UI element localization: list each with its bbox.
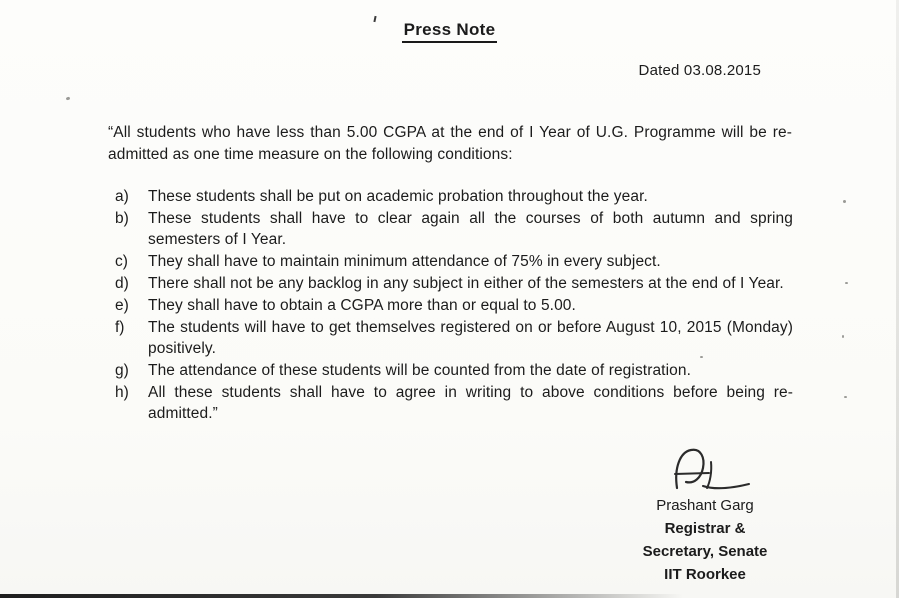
list-item-label: g) [115, 362, 129, 379]
list-item-text: All these students shall have to agree in writing to above conditions before being re-admitted.” [148, 384, 793, 422]
date-line: Dated 03.08.2015 [638, 62, 761, 79]
title-row [0, 20, 899, 43]
list-item-text: They shall have to obtain a CGPA more than or equal to 5.00. [148, 297, 576, 314]
signatory-designation-2: Secretary, Senate [642, 543, 768, 560]
list-item-label: f) [115, 319, 125, 336]
page-title: Press Note [402, 20, 498, 43]
scan-artifact [700, 356, 703, 358]
list-item-label: d) [115, 275, 129, 292]
signatory-name: Prashant Garg [656, 497, 754, 514]
signatory-organization: IIT Roorkee [664, 566, 746, 583]
list-item [115, 360, 793, 381]
scan-artifact [844, 396, 847, 398]
scan-edge-shadow [0, 594, 683, 598]
list-item-text: These students shall have to clear again all the courses of both autumn and spring semesters of I Year. [148, 210, 793, 248]
list-item [115, 208, 793, 250]
scan-artifact [842, 335, 844, 338]
list-item-text: There shall not be any backlog in any subject in either of the semesters at the end of I Year. [148, 275, 784, 292]
list-item-label: c) [115, 253, 128, 270]
list-item-text: They shall have to maintain minimum attendance of 75% in every subject. [148, 253, 661, 270]
scan-artifact [845, 282, 848, 284]
signature-mark-icon [667, 446, 753, 492]
list-item-text: The students will have to get themselves registered on or before August 10, 2015 (Monday) positively. [148, 319, 793, 357]
signature-block [615, 446, 795, 586]
list-item-label: e) [115, 297, 129, 314]
list-item-label: a) [115, 188, 129, 205]
list-item-text: These students shall be put on academic probation throughout the year. [148, 188, 648, 205]
list-item [115, 295, 793, 316]
list-item [115, 251, 793, 272]
list-item-text: The attendance of these students will be counted from the date of registration. [148, 362, 691, 379]
list-item-label: b) [115, 210, 129, 227]
conditions-list [115, 186, 793, 425]
list-item [115, 382, 793, 424]
intro-paragraph: “All students who have less than 5.00 CGPA at the end of I Year of U.G. Programme will be re-admitted as one time measure on the following conditions: [108, 124, 792, 163]
scan-artifact [843, 200, 846, 203]
list-item-label: h) [115, 384, 129, 401]
list-item [115, 317, 793, 359]
scan-artifact [66, 96, 71, 100]
signatory-designation-1: Registrar & [664, 520, 746, 537]
list-item [115, 273, 793, 294]
list-item [115, 186, 793, 207]
